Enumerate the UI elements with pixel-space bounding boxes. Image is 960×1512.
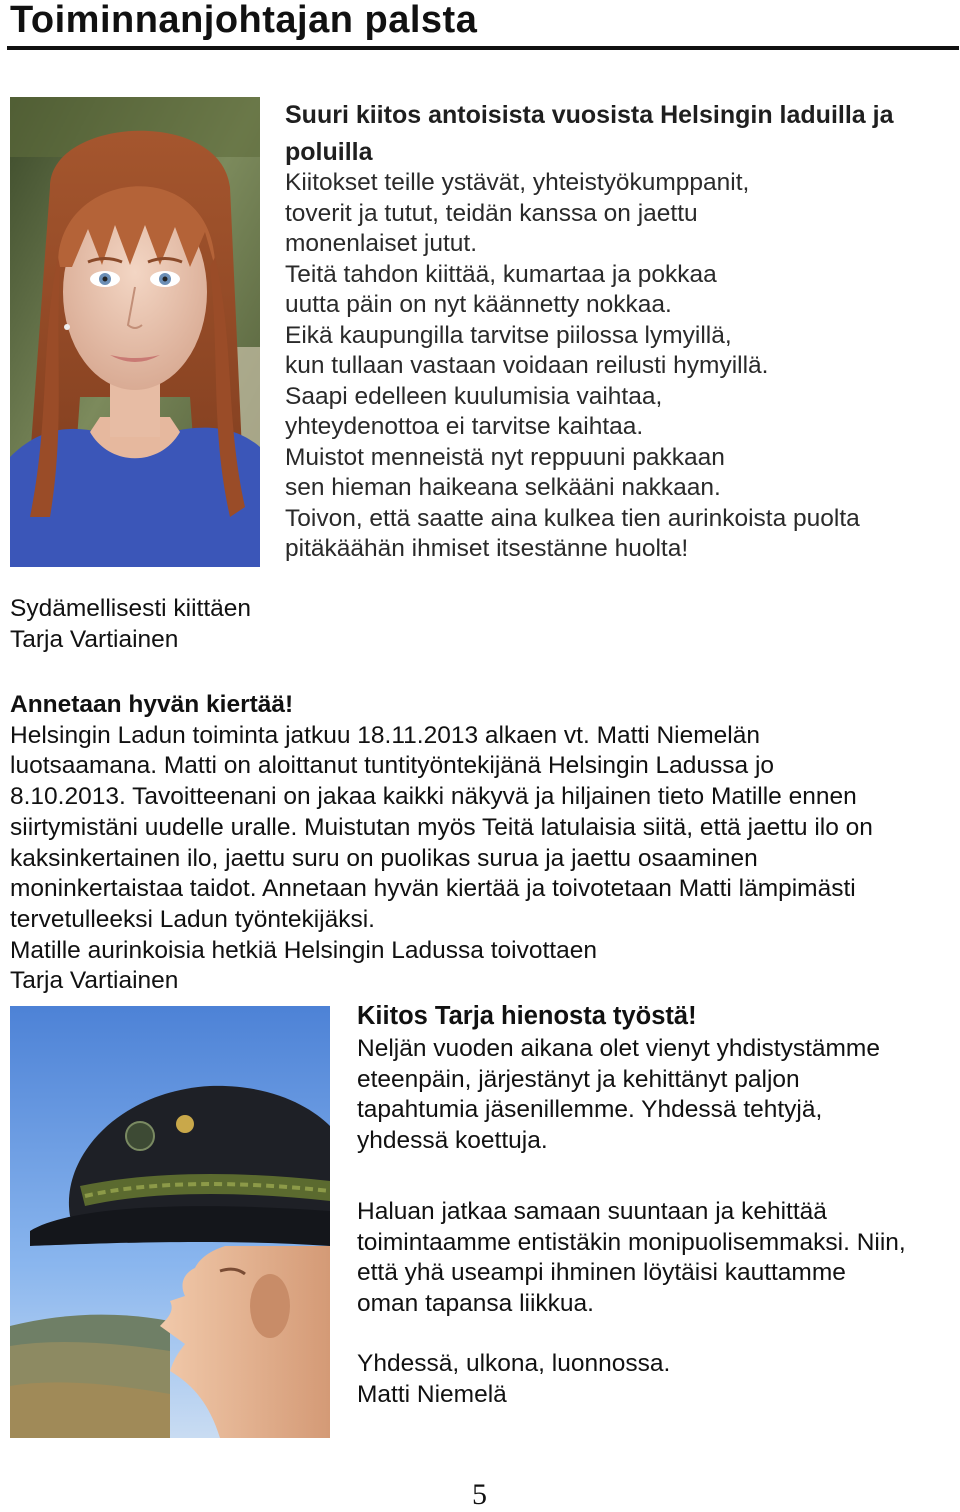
- portrait-photo-tarja: [10, 97, 260, 567]
- poem-closing: Sydämellisesti kiittäen: [10, 595, 252, 622]
- thanks-line: oman tapansa liikkua.: [357, 1289, 594, 1317]
- announcement-line: Tarja Vartiainen: [10, 967, 179, 995]
- page-title: Toiminnanjohtajan palsta: [10, 0, 478, 41]
- paragraph-gap: [357, 1319, 952, 1349]
- title-rule: [7, 46, 959, 50]
- poem-line: monenlaiset jutut.: [285, 230, 478, 257]
- thanks-line: tapahtumia jäsenillemme. Yhdessä tehtyjä,: [357, 1096, 823, 1123]
- announcement-line: siirtymistäni uudelle uralle. Muistutan myös Teitä latulaisia siitä, että jaettu ilo on: [10, 813, 873, 841]
- announcement-line: tervetulleeksi Ladun työntekijäksi.: [10, 905, 375, 933]
- poem-line: Saapi edelleen kuulumisia vaihtaa,: [285, 382, 663, 410]
- thanks-line: yhdessä koettuja.: [357, 1126, 548, 1154]
- poem-body: [285, 168, 945, 565]
- poem-line: Kiitokset teille ystävät, yhteistyökumppanit,: [285, 169, 750, 196]
- announcement-line: Matille aurinkoisia hetkiä Helsingin Ladussa toivottaen: [10, 936, 597, 964]
- poem-line: Eikä kaupungilla tarvitse piilossa lymyillä,: [285, 321, 732, 349]
- poem-line: yhteydenottoa ei tarvitse kaihtaa.: [285, 413, 644, 440]
- announcement-heading: Annetaan hyvän kiertää!: [10, 691, 294, 718]
- announcement-line: 8.10.2013. Tavoitteenani on jakaa kaikki näkyvä ja hiljainen tieto Matille ennen: [10, 783, 857, 811]
- poem-signature: Tarja Vartiainen: [10, 626, 179, 653]
- announcement-line: kaksinkertainen ilo, jaettu suru on puolikas surua ja jaettu osaaminen: [10, 844, 758, 872]
- poem-line: toverit ja tutut, teidän kanssa on jaettu: [285, 199, 698, 227]
- paragraph-gap: [357, 1186, 952, 1197]
- poem-line: Teitä tahdon kiittää, kumartaa ja pokkaa: [285, 260, 717, 288]
- thanks-line: toimintaamme entistäkin monipuolisemmaksi. Niin,: [357, 1228, 906, 1256]
- announcement-section: [10, 690, 950, 997]
- poem-line: pitäkäähän ihmiset itsestänne huolta!: [285, 535, 689, 562]
- thanks-line: että yhä useampi ihminen löytäisi kauttamme: [357, 1259, 846, 1286]
- thanks-heading: Kiitos Tarja hienosta työstä!: [357, 1002, 697, 1030]
- thanks-line: eteenpäin, järjestänyt ja kehittänyt paljon: [357, 1065, 800, 1093]
- thanks-signature: Matti Niemelä: [357, 1380, 507, 1408]
- portrait-photo-matti: [10, 1006, 330, 1438]
- announcement-line: Helsingin Ladun toiminta jatkuu 18.11.2013 alkaen vt. Matti Niemelän: [10, 721, 760, 749]
- thanks-line: Neljän vuoden aikana olet vienyt yhdistystämme: [357, 1035, 880, 1062]
- thanks-body: [357, 1034, 952, 1410]
- poem-signature-block: [10, 593, 251, 655]
- page-number: 5: [472, 1478, 487, 1511]
- paragraph-gap: [357, 1156, 952, 1186]
- poem-title: Suuri kiitos antoisista vuosista Helsingin laduilla ja poluilla: [285, 101, 894, 166]
- thanks-line: Yhdessä, ulkona, luonnossa.: [357, 1350, 671, 1377]
- poem-line: sen hieman haikeana selkääni nakkaan.: [285, 474, 721, 501]
- poem-line: uutta päin on nyt käännetty nokkaa.: [285, 291, 672, 318]
- poem-line: Toivon, että saatte aina kulkea tien aurinkoista puolta: [285, 504, 860, 532]
- announcement-line: moninkertaistaa taidot. Annetaan hyvän kiertää ja toivotetaan Matti lämpimästi: [10, 875, 856, 903]
- poem-line: Muistot menneistä nyt reppuuni pakkaan: [285, 443, 725, 471]
- poem-line: kun tullaan vastaan voidaan reilusti hymyillä.: [285, 352, 769, 379]
- thanks-line: Haluan jatkaa samaan suuntaan ja kehittää: [357, 1198, 827, 1225]
- announcement-line: luotsaamana. Matti on aloittanut tuntityöntekijänä Helsingin Ladussa jo: [10, 752, 775, 780]
